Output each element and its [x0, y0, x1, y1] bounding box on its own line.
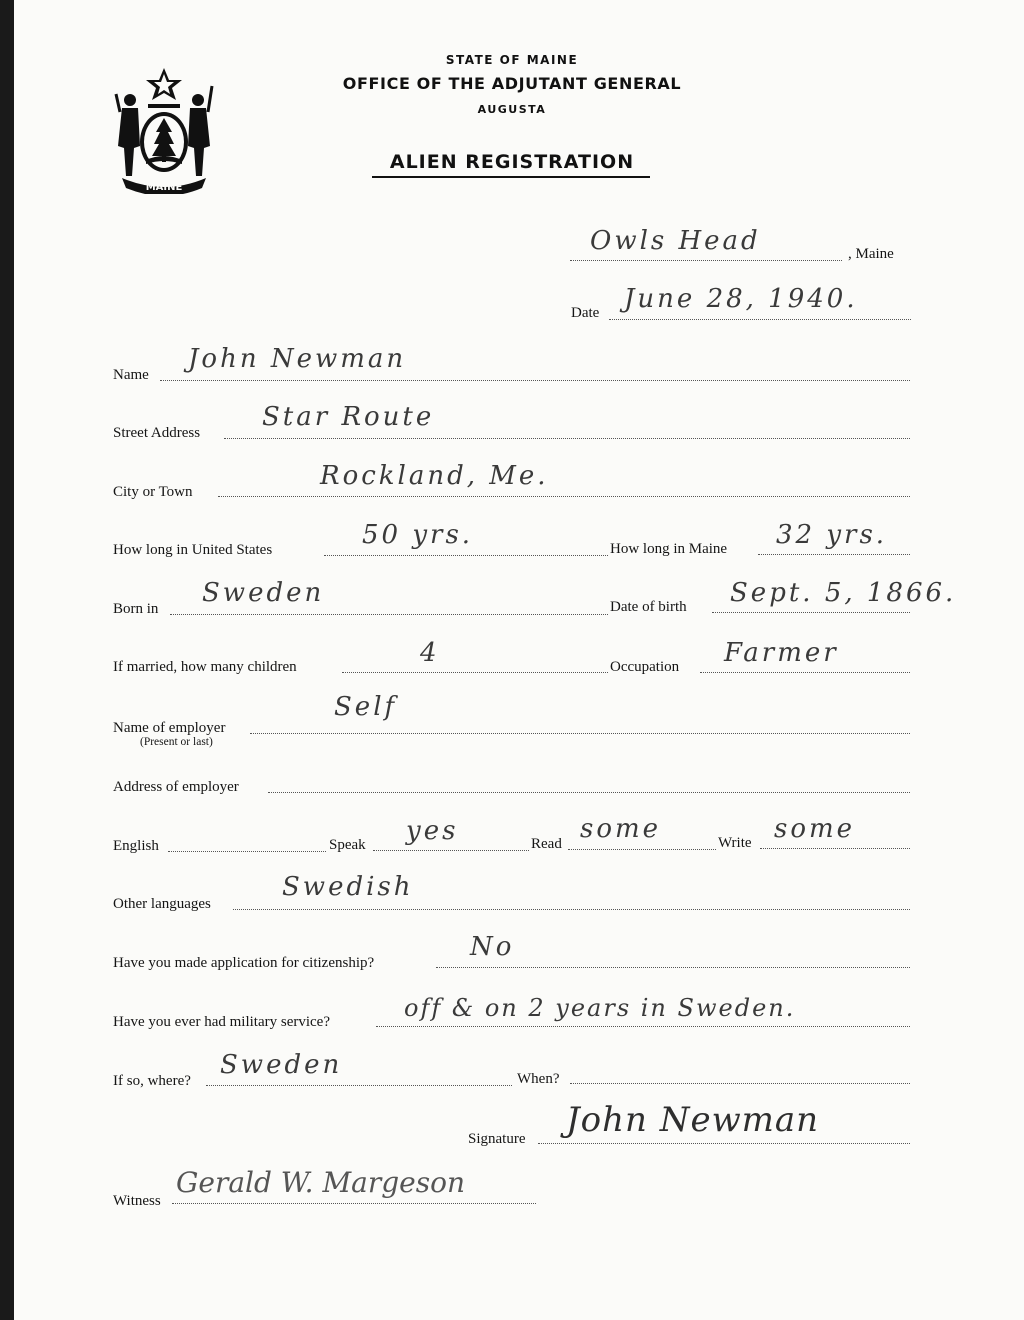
- employer-label: Name of employer: [113, 720, 226, 736]
- town-line: [570, 260, 842, 261]
- date-value: June 28, 1940.: [624, 284, 858, 314]
- where-value: Sweden: [220, 1050, 343, 1080]
- employer-address-line: [268, 792, 910, 793]
- read-line: [568, 849, 716, 850]
- signature-value: John Newman: [566, 1100, 820, 1140]
- signature-label: Signature: [468, 1131, 526, 1147]
- when-line: [570, 1083, 910, 1084]
- office-heading: OFFICE OF THE ADJUTANT GENERAL: [342, 74, 682, 93]
- name-value: John Newman: [188, 344, 407, 374]
- city-value: Rockland, Me.: [320, 461, 549, 491]
- write-value: some: [774, 814, 856, 844]
- children-value: 4: [420, 638, 440, 668]
- city-line: [218, 496, 910, 497]
- occupation-label: Occupation: [610, 659, 680, 675]
- citizenship-label: Have you made application for citizenship?: [113, 955, 375, 971]
- read-value: some: [580, 814, 662, 844]
- children-line: [342, 672, 608, 673]
- how-long-maine-label: How long in Maine: [610, 541, 728, 557]
- other-languages-label: Other languages: [113, 896, 211, 912]
- dob-value: Sept. 5, 1866.: [730, 578, 957, 608]
- write-line: [760, 848, 910, 849]
- speak-line: [373, 850, 529, 851]
- witness-value: Gerald W. Margeson: [176, 1166, 465, 1199]
- where-label: If so, where?: [113, 1073, 191, 1089]
- other-languages-line: [233, 909, 910, 910]
- dob-line: [712, 612, 910, 613]
- signature-line: [538, 1143, 910, 1144]
- city-label: City or Town: [113, 484, 193, 500]
- english-line: [168, 851, 326, 852]
- how-long-us-value: 50 yrs.: [362, 520, 474, 550]
- employer-address-label: Address of employer: [113, 779, 239, 795]
- when-label: When?: [517, 1071, 560, 1087]
- seal-banner-text: MAINE: [145, 182, 183, 193]
- state-heading: STATE OF MAINE: [445, 53, 579, 67]
- employer-value: Self: [334, 692, 398, 722]
- town-value: Owls Head: [590, 226, 761, 256]
- occupation-value: Farmer: [724, 638, 839, 668]
- form-title: ALIEN REGISTRATION: [389, 151, 635, 173]
- name-line: [160, 380, 910, 381]
- read-label: Read: [531, 836, 562, 852]
- military-line: [376, 1026, 910, 1027]
- how-long-maine-line: [758, 554, 910, 555]
- street-value: Star Route: [262, 402, 435, 432]
- born-in-value: Sweden: [202, 578, 325, 608]
- citizenship-line: [436, 967, 910, 968]
- born-in-line: [170, 614, 608, 615]
- dob-label: Date of birth: [610, 599, 687, 615]
- where-line: [206, 1085, 512, 1086]
- date-label: Date: [571, 305, 600, 321]
- employer-note: (Present or last): [140, 736, 213, 748]
- write-label: Write: [718, 835, 752, 851]
- street-label: Street Address: [113, 425, 201, 441]
- street-line: [224, 438, 910, 439]
- city-heading: AUGUSTA: [477, 103, 547, 116]
- witness-label: Witness: [113, 1193, 161, 1209]
- military-label: Have you ever had military service?: [113, 1014, 330, 1030]
- speak-value: yes: [406, 816, 459, 846]
- citizenship-value: No: [470, 932, 515, 962]
- name-label: Name: [113, 367, 149, 383]
- english-label: English: [113, 838, 159, 854]
- born-in-label: Born in: [113, 601, 159, 617]
- title-underline: [372, 176, 650, 178]
- date-line: [609, 319, 911, 320]
- children-label: If married, how many children: [113, 659, 297, 675]
- speak-label: Speak: [329, 837, 366, 853]
- other-languages-value: Swedish: [282, 872, 414, 902]
- military-value: off & on 2 years in Sweden.: [404, 994, 796, 1022]
- how-long-us-line: [324, 555, 608, 556]
- occupation-line: [700, 672, 910, 673]
- how-long-us-label: How long in United States: [113, 542, 273, 558]
- how-long-maine-value: 32 yrs.: [776, 520, 888, 550]
- maine-label: , Maine: [848, 246, 894, 262]
- employer-line: [250, 733, 910, 734]
- witness-line: [172, 1203, 536, 1204]
